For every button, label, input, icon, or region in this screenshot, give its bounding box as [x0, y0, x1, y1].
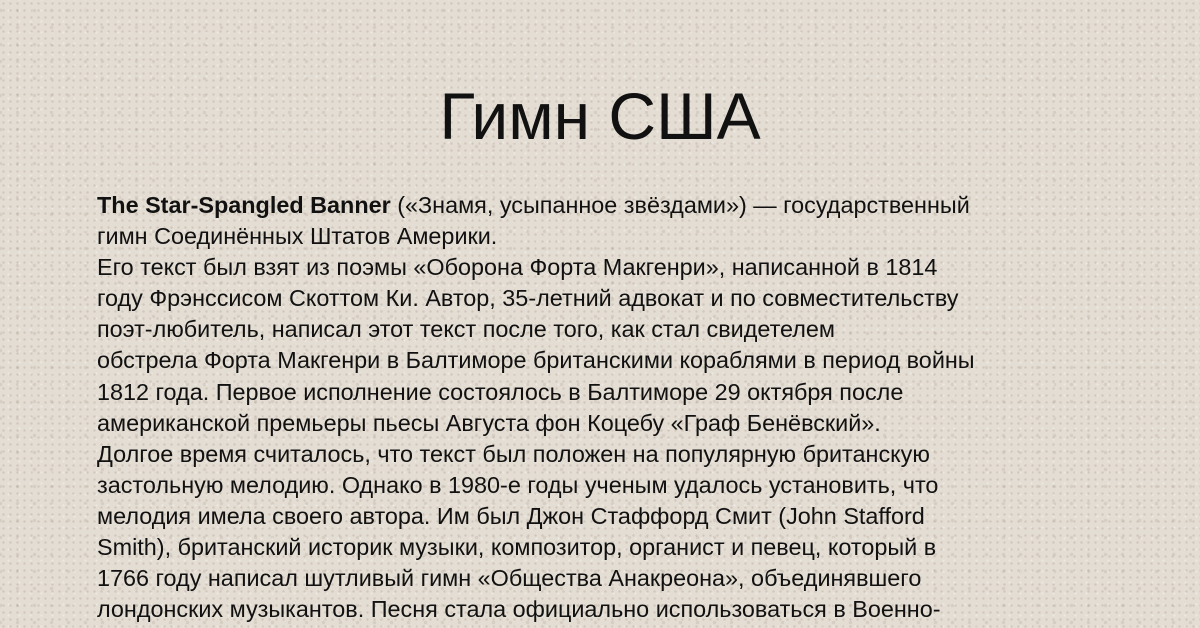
text-line: Его текст был взят из поэмы «Оборона Форта Макгенри», написанной в 1814 — [97, 254, 938, 281]
text-line — [97, 190, 1107, 221]
text-line-content: («Знамя, усыпанное звёздами») — государственный — [390, 192, 970, 218]
text-line: гимн Соединённых Штатов Америки. — [97, 223, 498, 250]
slide-body-text — [97, 190, 1107, 625]
text-line: американской премьеры пьесы Августа фон Коцебу «Граф Бенёвский». — [97, 409, 881, 436]
slide-title: Гимн США — [439, 79, 761, 153]
text-line: застольную мелодию. Однако в 1980-е годы ученым удалось установить, что — [97, 471, 939, 498]
song-title-bold: The Star-Spangled Banner — [97, 192, 391, 218]
text-line: лондонских музыкантов. Песня стала официально использоваться в Военно- — [97, 596, 941, 623]
text-line: обстрела Форта Макгенри в Балтиморе британскими кораблями в период войны — [97, 347, 975, 374]
text-line: 1766 году написал шутливый гимн «Общества Анакреона», объединявшего — [97, 565, 922, 592]
text-line: 1812 года. Первое исполнение состоялось в Балтиморе 29 октября после — [97, 378, 904, 405]
text-line: Smith), британский историк музыки, композитор, органист и певец, который в — [97, 534, 937, 561]
text-line: поэт-любитель, написал этот текст после того, как стал свидетелем — [97, 316, 836, 343]
text-line: мелодия имела своего автора. Им был Джон Стаффорд Смит (John Stafford — [97, 502, 925, 529]
text-line: году Фрэнссисом Скоттом Ки. Автор, 35-летний адвокат и по совместительству — [97, 285, 959, 312]
text-line: Долгое время считалось, что текст был положен на популярную британскую — [97, 440, 930, 467]
